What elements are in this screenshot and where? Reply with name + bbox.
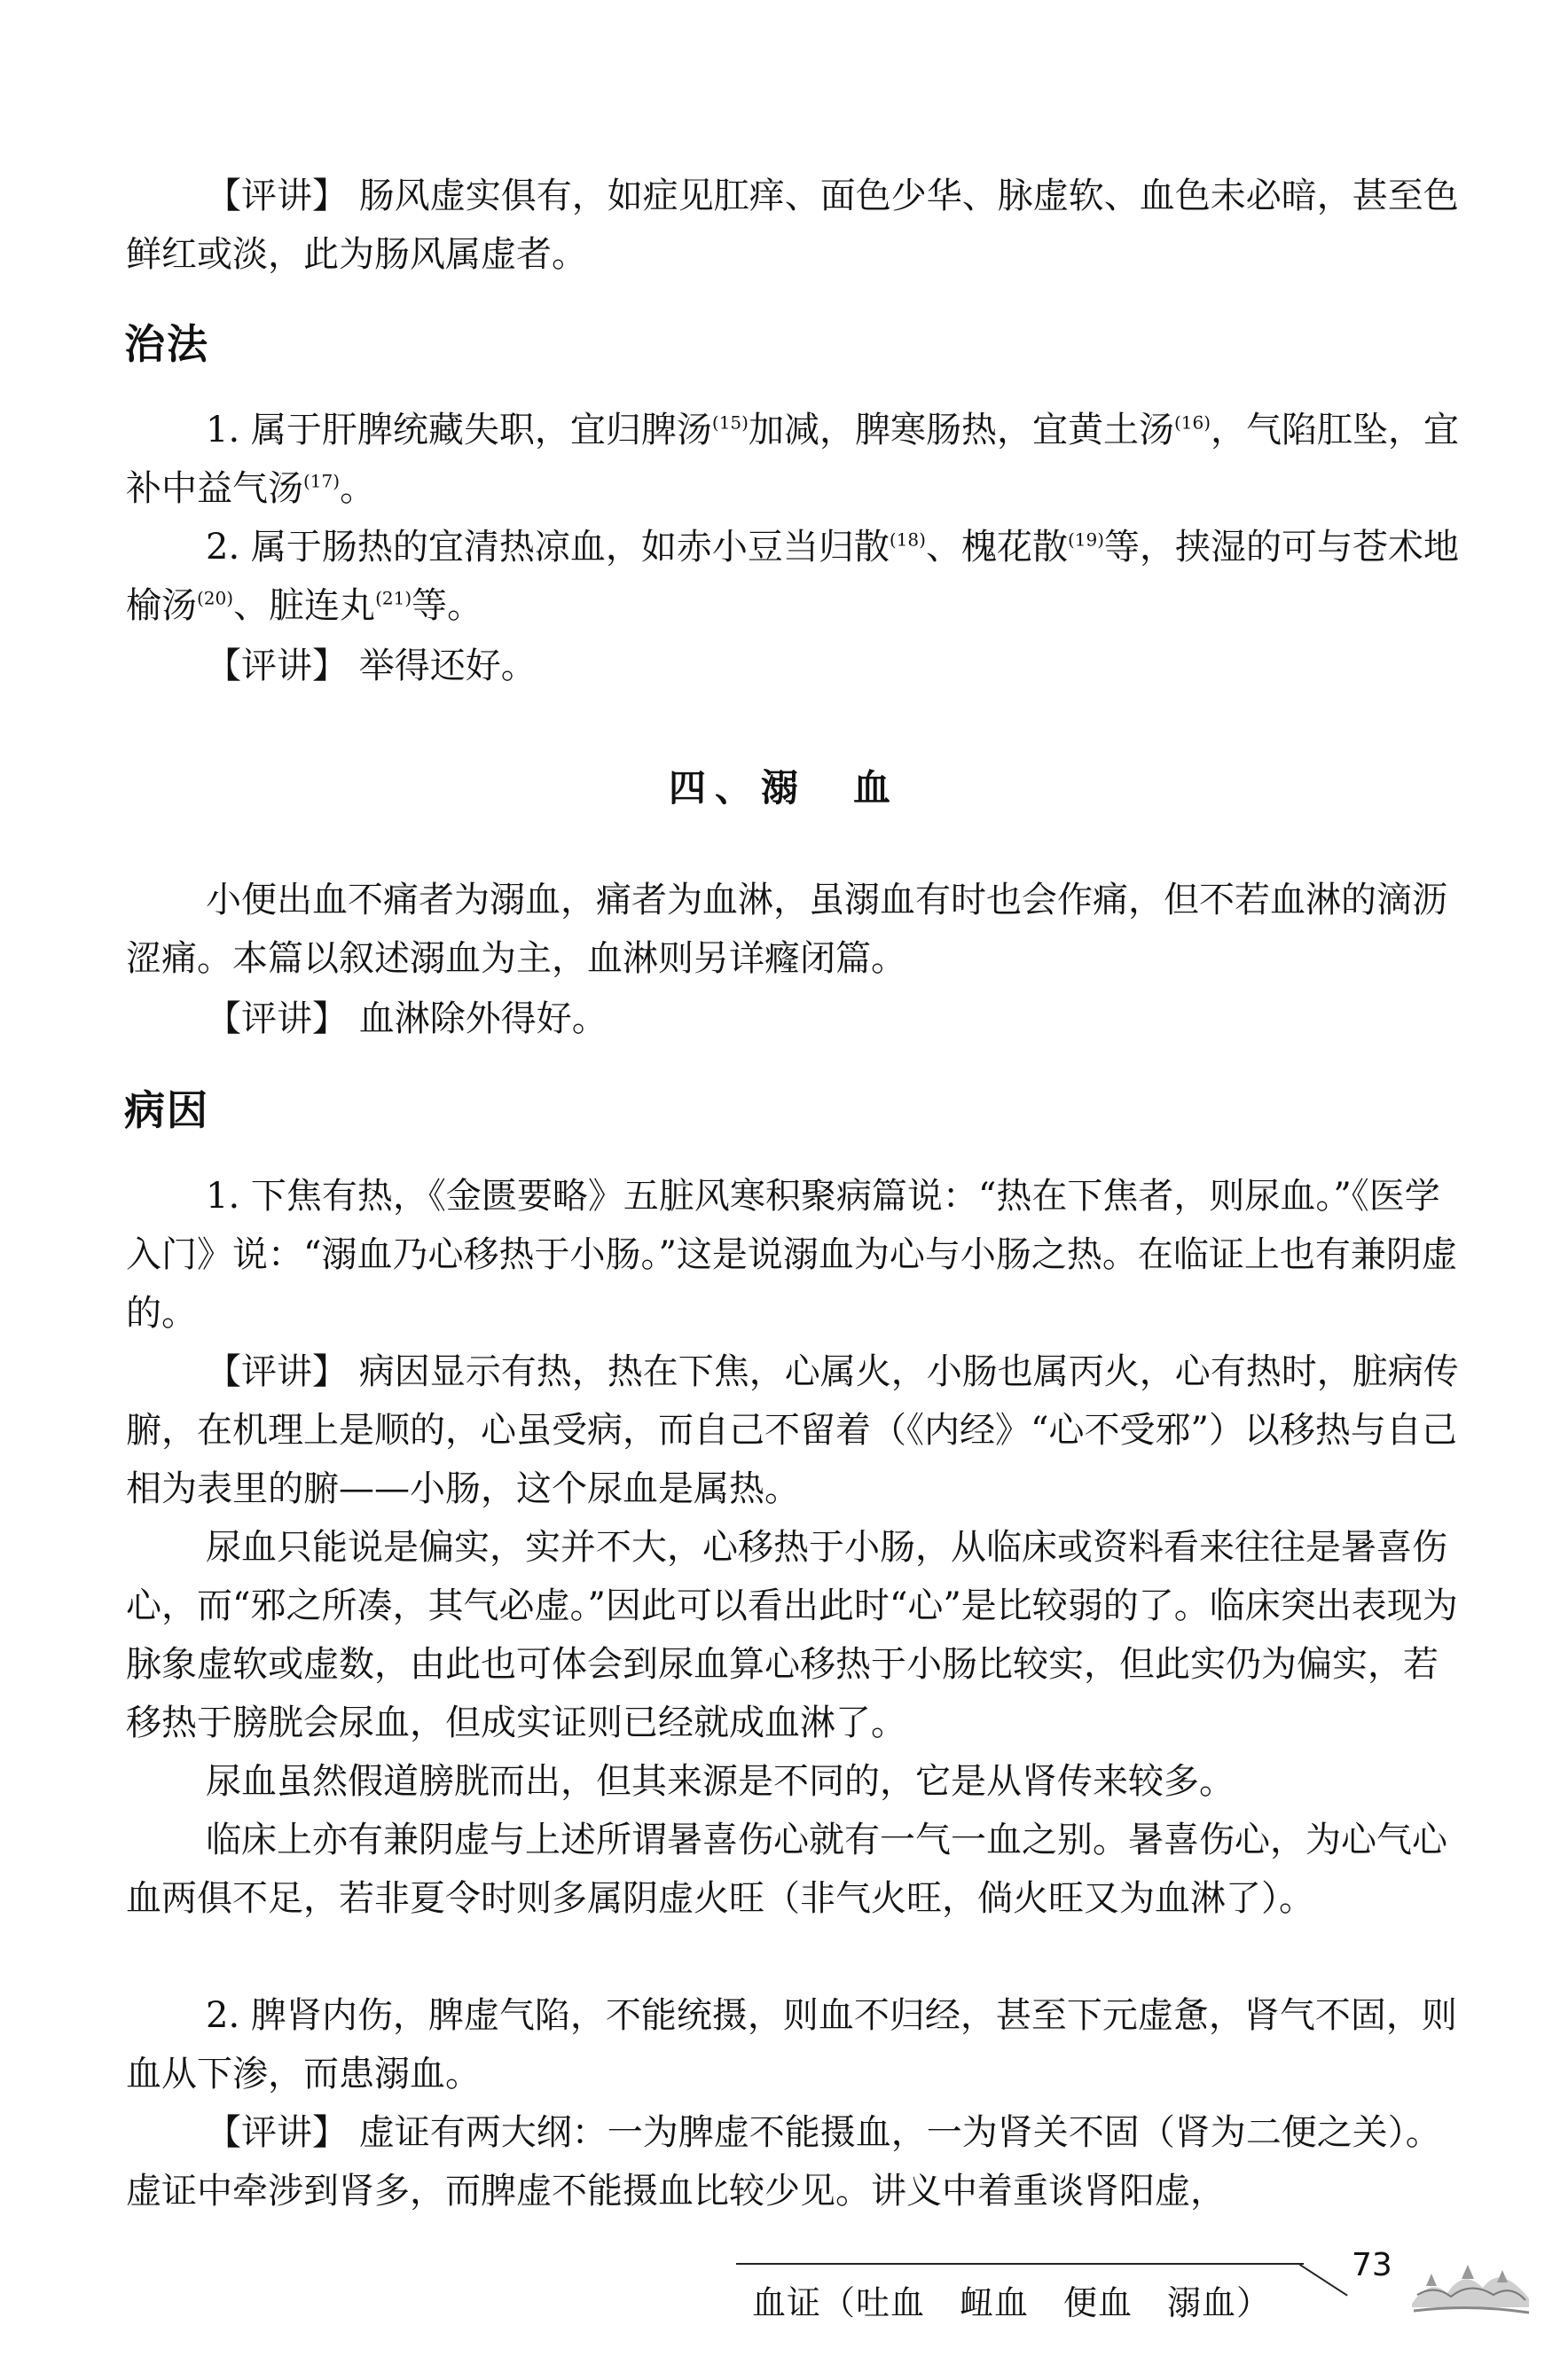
- footnote-ref-15: (15): [711, 411, 749, 434]
- paragraph-treatment-2: 2. 属于肠热的宜清热凉血，如赤小豆当归散$^{(18)}$、槐花散$^{(19)}$等，挟湿的可与苍术地榆汤$^{(20)}$、脏连丸$^{(21)}$等。: [126, 527, 1460, 626]
- heading-treatment: 治法: [124, 320, 209, 368]
- paragraph-commentary-deficiency: 【评讲】 虚证有两大纲：一为脾虚不能摄血，一为肾关不固（肾为二便之关）。虚证中牵涉到肾多，而脾虚不能摄血比较少见。讲义中着重谈肾阳虚，: [126, 2112, 1441, 2212]
- footer-rule-slant: [1299, 2264, 1348, 2297]
- footer-rule: [736, 2263, 1304, 2265]
- heading-etiology: 病因: [124, 1086, 209, 1134]
- paragraph-treatment-1: 1. 属于肝脾统藏失职，宜归脾汤$^{(15)}$加减，脾寒肠热，宜黄土汤$^{(16)}$，气陷肛坠，宜补中益气汤$^{(17)}$。: [126, 410, 1460, 509]
- footnote-ref-16: (16): [1173, 411, 1211, 434]
- paragraph-commentary-treatment: 【评讲】 举得还好。: [206, 646, 537, 686]
- paragraph-kidney-source: 尿血虽然假道膀胱而出，但其来源是不同的，它是从肾传来较多。: [206, 1761, 1235, 1802]
- paragraph-hematuria-excess: 尿血只能说是偏实，实并不大，心移热于小肠，从临床或资料看来往往是暑喜伤心，而“邪之所凑，其气必虚。”因此可以看出此时“心”是比较弱的了。临床突出表现为脉象虚软或虚数，由此也可体会到尿血算心移热于小肠比较实，但此实仍为偏实，若移热于膀胱会尿血，但成实证则已经就成血淋了。: [126, 1527, 1458, 1743]
- footnote-ref-20: (20): [197, 587, 234, 609]
- paragraph-etiology-1: 1. 下焦有热，《金匮要略》五脏风寒积聚病篇说：“热在下焦者，则尿血。”《医学入门》说：“溺血乃心移热于小肠。”这是说溺血为心与小肠之热。在临证上也有兼阴虚的。: [126, 1176, 1457, 1334]
- paragraph-etiology-2: 2. 脾肾内伤，脾虚气陷，不能统摄，则血不归经，甚至下元虚惫，肾气不固，则血从下渗，而患溺血。: [126, 1995, 1457, 2094]
- paragraph-commentary-etiology: 【评讲】 病因显示有热，热在下焦，心属火，小肠也属丙火，心有热时，脏病传腑，在机理上是顺的，心虽受病，而自己不留着（《内经》“心不受邪”）以移热与自己相为表里的腑——小肠，这个尿血是属热。: [126, 1351, 1459, 1509]
- page-number: 73: [1352, 2247, 1392, 2283]
- footnote-ref-18: (18): [889, 528, 926, 551]
- paragraph-hematuria-definition: 小便出血不痛者为溺血，痛者为血淋，虽溺血有时也会作痛，但不若血淋的滴沥涩痛。本篇以叙述溺血为主，血淋则另详癃闭篇。: [126, 880, 1447, 979]
- running-title: 血证（吐血 衄血 便血 溺血）: [752, 2283, 1272, 2322]
- footnote-ref-19: (19): [1067, 528, 1105, 551]
- landscape-ornament-icon: [1408, 2242, 1533, 2318]
- footnote-ref-17: (17): [303, 470, 341, 492]
- footnote-ref-21: (21): [375, 587, 412, 609]
- paragraph-commentary-blood-strangury: 【评讲】 血淋除外得好。: [206, 998, 608, 1039]
- paragraph-commentary-intestinal-wind: 【评讲】 肠风虚实俱有，如症见肛痒、面色少华、脉虚软、血色未必暗，甚至色鲜红或淡，此为肠风属虚者。: [126, 176, 1459, 275]
- paragraph-yin-deficiency: 临床上亦有兼阴虚与上述所谓暑喜伤心就有一气一血之别。暑喜伤心，为心气心血两俱不足，若非夏令时则多属阴虚火旺（非气火旺，倘火旺又为血淋了）。: [126, 1820, 1447, 1919]
- section-title-hematuria: 四、溺 血: [668, 766, 899, 810]
